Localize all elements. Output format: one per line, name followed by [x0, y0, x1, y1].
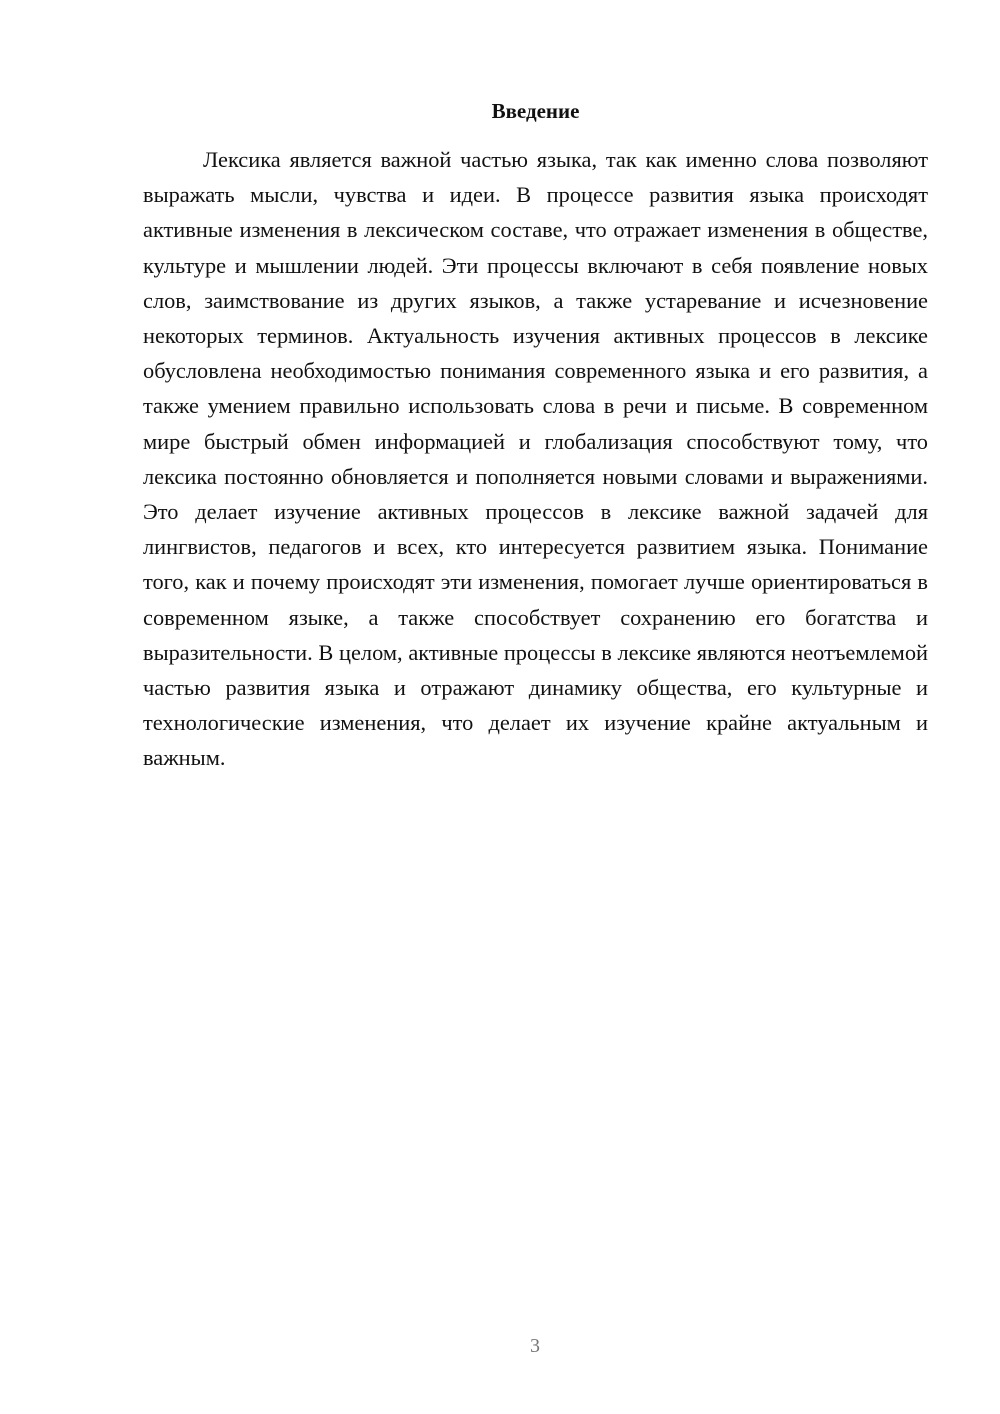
section-heading: Введение [491, 99, 580, 123]
page-number: 3 [530, 1335, 540, 1357]
body-paragraph: Лексика является важной частью языка, так как именно слова позволяют выражать мысли, чувства и идеи. В процессе развития языка происходят активные изменения в лексическом составе, что отражает изменения в обществе, культуре и мышлении людей. Эти процессы включают в себя появление новых слов, заимствование из других языков, а также устаревание и исчезновение некоторых терминов. Актуальность изучения активных процессов в лексике обусловлена необходимостью понимания современного языка и его развития, а также умением правильно использовать слова в речи и письме. В современном мире быстрый обмен информацией и глобализация способствуют тому, что лексика постоянно обновляется и пополняется новыми словами и выражениями. Это делает изучение активных процессов в лексике важной задачей для лингвистов, педагогов и всех, кто интересуется развитием языка. Понимание того, как и почему происходят эти изменения, помогает лучше ориентироваться в современном языке, а также способствует сохранению его богатства и выразительности. В целом, активные процессы в лексике являются неотъемлемой частью развития языка и отражают динамику общества, его культурные и технологические изменения, что делает их изучение крайне актуальным и важным. [143, 147, 928, 771]
